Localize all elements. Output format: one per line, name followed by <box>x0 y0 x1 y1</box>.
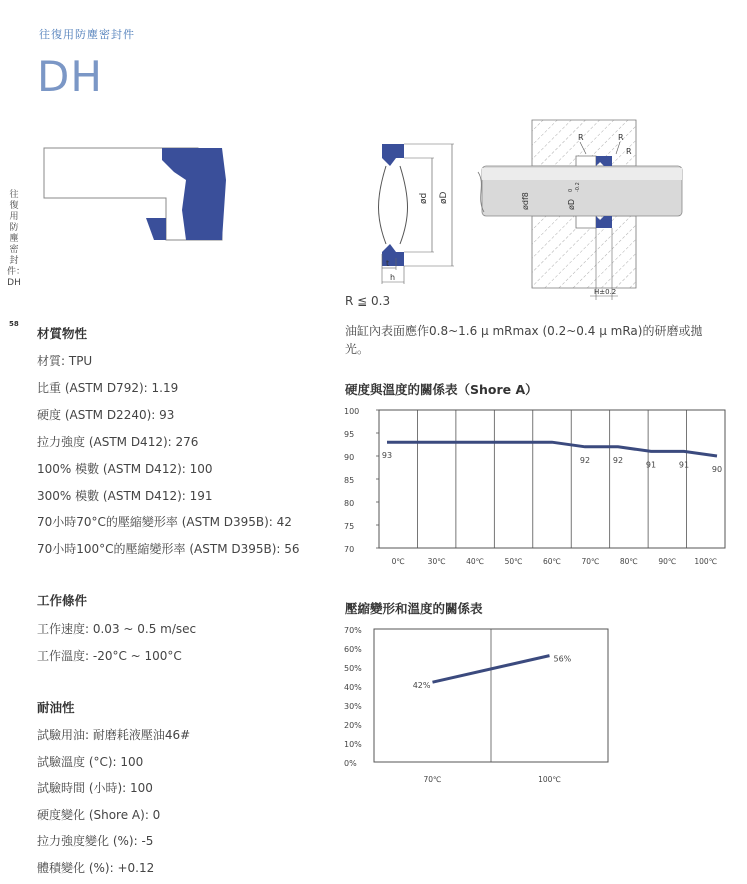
x-tick-label: 30℃ <box>427 557 446 566</box>
compression-chart-title: 壓縮變形和溫度的關係表 <box>345 601 483 616</box>
material-heading: 材質物性 <box>37 326 88 341</box>
y-tick-label: 75 <box>344 522 355 531</box>
x-tick-label: 40℃ <box>466 557 485 566</box>
data-label: 42% <box>412 681 431 691</box>
y-tick-label: 10% <box>344 740 362 749</box>
dim-d-label: ød <box>419 192 429 204</box>
radius-label-2: R <box>618 133 624 142</box>
x-tick-label: 60℃ <box>543 557 561 566</box>
material-line: 拉力強度 (ASTM D412): 276 <box>37 435 199 449</box>
material-line: 材質: TPU <box>37 354 93 368</box>
y-tick-label: 70 <box>344 545 355 554</box>
page-title: DH <box>37 52 103 101</box>
radius-label-1: R <box>578 133 584 142</box>
dim-t-label: t <box>386 259 390 268</box>
radius-note: R ≦ 0.3 <box>345 294 391 308</box>
material-line: 比重 (ASTM D792): 1.19 <box>37 381 179 395</box>
dim-df8-label: ødf8 <box>521 192 530 210</box>
compression-temperature-chart <box>340 620 620 788</box>
data-label: 91 <box>645 460 657 470</box>
oil-line: 硬度變化 (Shore A): 0 <box>37 808 161 822</box>
x-tick-label: 70℃ <box>581 557 600 566</box>
material-line: 100% 模數 (ASTM D412): 100 <box>37 462 213 476</box>
y-tick-label: 20% <box>344 721 362 730</box>
x-tick-label: 50℃ <box>504 557 523 566</box>
seal-lip-shape <box>146 218 166 240</box>
material-line: 300% 模數 (ASTM D412): 191 <box>37 489 213 503</box>
dim-H-label: H±0.2 <box>594 288 617 296</box>
material-line: 70小時70°C的壓縮變形率 (ASTM D395B): 42 <box>37 515 292 529</box>
vertical-section-label: 往復用防塵密封件：DH <box>7 190 26 288</box>
oil-line: 試驗時間 (小時): 100 <box>37 781 153 795</box>
plot-frame <box>379 410 725 548</box>
oil-line: 拉力強度變化 (%): -5 <box>37 834 154 848</box>
data-label: 91 <box>678 460 690 470</box>
surface-finish-note: 油缸內表面應作0.8~1.6 μ mRmax (0.2~0.4 μ mRa)的研磨或拋光。 <box>345 324 703 356</box>
x-tick-label: 90℃ <box>658 557 677 566</box>
y-tick-label: 90 <box>344 453 355 462</box>
hardness-chart-title: 硬度與溫度的關係表（Shore A） <box>345 382 538 397</box>
oil-line: 試驗用油: 耐磨耗液壓油46# <box>37 728 191 742</box>
seal-section-drawing <box>368 138 464 288</box>
installation-drawing <box>476 116 696 306</box>
data-label: 92 <box>612 455 624 465</box>
data-label: 56% <box>553 654 572 664</box>
y-tick-label: 100 <box>344 407 360 416</box>
seal-perspective-illustration <box>36 140 236 260</box>
y-tick-label: 0% <box>344 759 357 768</box>
hardness-series-line <box>387 442 717 456</box>
dim-Dtol-sub: -0.2 <box>575 182 581 192</box>
page-number: 58 <box>9 320 19 328</box>
dim-D-label: øD <box>439 191 449 204</box>
y-tick-label: 80 <box>344 499 355 508</box>
conditions-line: 工作速度: 0.03 ~ 0.5 m/sec <box>37 622 197 636</box>
hardness-temperature-chart <box>340 402 735 578</box>
radius-label-3: R <box>626 147 632 156</box>
y-tick-label: 60% <box>344 645 362 654</box>
y-tick-label: 70% <box>344 626 362 635</box>
material-line: 70小時100°C的壓縮變形率 (ASTM D395B): 56 <box>37 542 300 556</box>
conditions-line: 工作溫度: -20°C ~ 100°C <box>37 649 182 663</box>
y-tick-label: 85 <box>344 476 355 485</box>
y-tick-label: 40% <box>344 683 362 692</box>
x-tick-label: 0℃ <box>391 557 405 566</box>
data-label: 90 <box>711 465 723 474</box>
x-tick-label: 100℃ <box>694 557 718 566</box>
data-label: 92 <box>579 455 591 465</box>
oil-heading: 耐油性 <box>37 700 75 715</box>
x-tick-label: 80℃ <box>619 557 638 566</box>
y-tick-label: 50% <box>344 664 362 673</box>
dim-Dtol-sup: 0 <box>568 188 574 192</box>
x-tick-label: 70℃ <box>423 775 442 784</box>
x-tick-label: 100℃ <box>538 775 561 784</box>
dim-h-label: h <box>390 273 396 282</box>
oil-line: 體積變化 (%): +0.12 <box>37 861 155 875</box>
oil-line: 試驗溫度 (°C): 100 <box>37 755 144 769</box>
material-line: 硬度 (ASTM D2240): 93 <box>37 408 175 422</box>
y-tick-label: 30% <box>344 702 362 711</box>
dim-Dtol-label: øD <box>567 198 576 210</box>
data-label: 93 <box>381 451 393 461</box>
page-subtitle: 往復用防塵密封件 <box>39 28 135 41</box>
y-tick-label: 95 <box>344 430 355 439</box>
conditions-heading: 工作條件 <box>37 593 88 608</box>
